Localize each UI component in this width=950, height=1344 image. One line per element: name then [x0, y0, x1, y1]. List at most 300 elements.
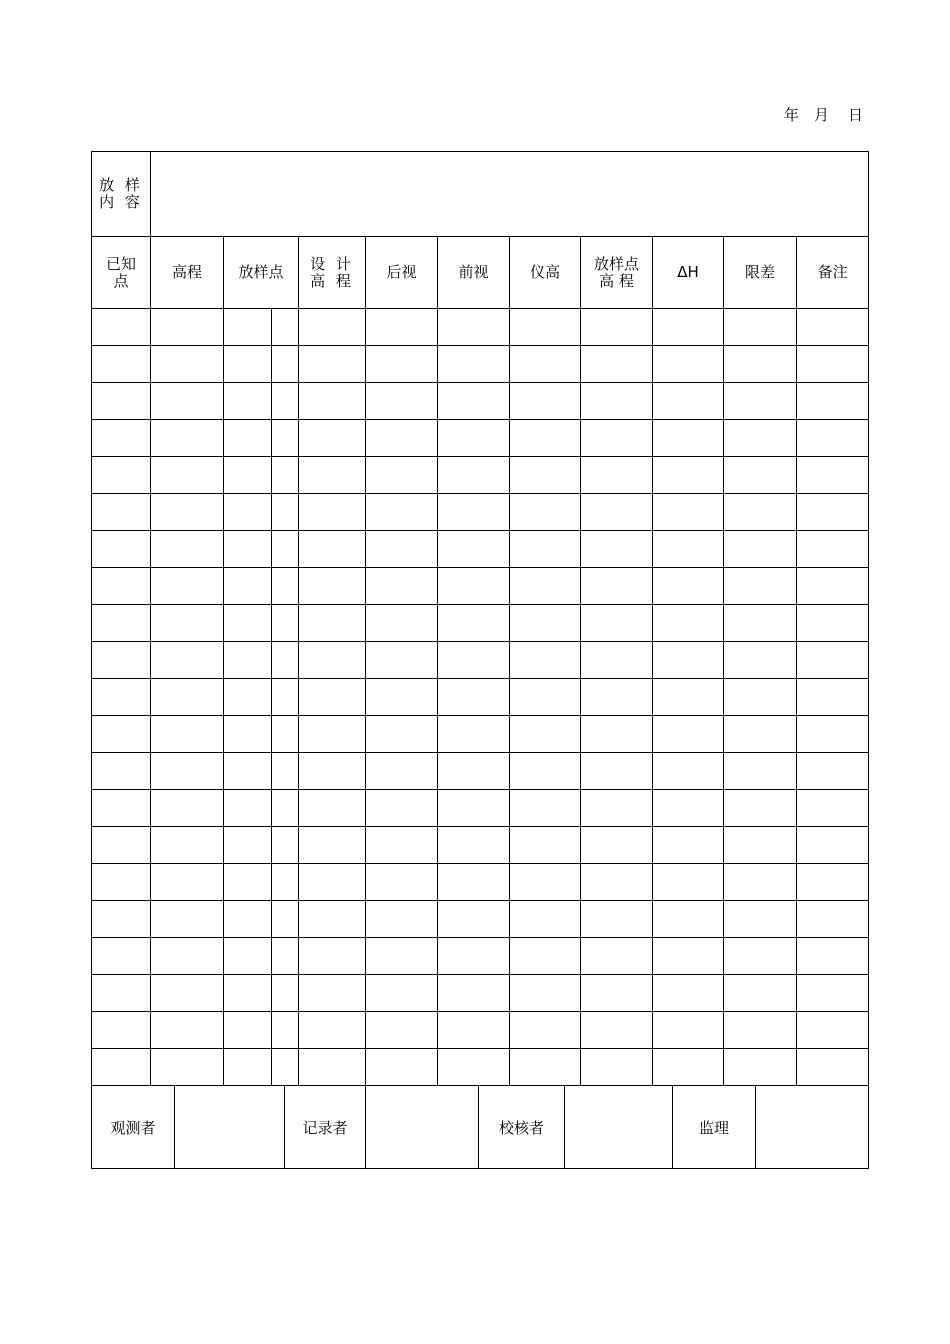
table-cell[interactable]	[224, 864, 272, 901]
header-remarks: 备注	[797, 237, 869, 309]
table-cell[interactable]	[224, 309, 272, 346]
table-cell[interactable]	[272, 531, 299, 568]
table-cell[interactable]	[366, 753, 438, 790]
table-cell[interactable]	[438, 494, 510, 531]
table-cell[interactable]	[272, 346, 299, 383]
table-cell[interactable]	[224, 679, 272, 716]
table-cell[interactable]	[224, 494, 272, 531]
table-cell[interactable]	[92, 790, 151, 827]
stakeout-record-form	[91, 151, 868, 1172]
table-cell[interactable]	[151, 531, 224, 568]
table-cell[interactable]	[438, 420, 510, 457]
header-design-elevation	[299, 237, 366, 309]
table-cell[interactable]	[581, 716, 653, 753]
table-cell[interactable]	[224, 568, 272, 605]
table-cell[interactable]	[366, 642, 438, 679]
table-cell[interactable]	[724, 420, 797, 457]
table-cell[interactable]	[299, 457, 366, 494]
table-cell[interactable]	[299, 420, 366, 457]
table-cell[interactable]	[438, 605, 510, 642]
table-row	[92, 901, 869, 938]
date-line	[784, 104, 863, 125]
table-cell[interactable]	[151, 494, 224, 531]
table-cell[interactable]	[438, 568, 510, 605]
table-cell[interactable]	[653, 753, 724, 790]
table-cell[interactable]	[653, 605, 724, 642]
table-cell[interactable]	[151, 753, 224, 790]
table-cell[interactable]	[724, 716, 797, 753]
table-cell[interactable]	[366, 420, 438, 457]
table-cell[interactable]	[366, 457, 438, 494]
observer-field[interactable]	[175, 1086, 285, 1169]
table-cell[interactable]	[797, 605, 869, 642]
table-cell[interactable]	[724, 494, 797, 531]
table-cell[interactable]	[272, 679, 299, 716]
table-cell[interactable]	[724, 975, 797, 1012]
table-cell[interactable]	[272, 309, 299, 346]
table-cell[interactable]	[653, 494, 724, 531]
table-cell[interactable]	[797, 1049, 869, 1086]
table-cell[interactable]	[797, 827, 869, 864]
table-cell[interactable]	[366, 864, 438, 901]
table-cell[interactable]	[510, 494, 581, 531]
table-cell[interactable]	[224, 790, 272, 827]
table-row	[92, 457, 869, 494]
header-tolerance: 限差	[724, 237, 797, 309]
table-cell[interactable]	[299, 679, 366, 716]
table-cell[interactable]	[581, 642, 653, 679]
table-cell[interactable]	[299, 605, 366, 642]
table-cell[interactable]	[92, 753, 151, 790]
table-cell[interactable]	[581, 753, 653, 790]
table-cell[interactable]	[299, 346, 366, 383]
supervisor-field[interactable]	[756, 1086, 869, 1169]
table-cell[interactable]	[653, 827, 724, 864]
table-cell[interactable]	[366, 383, 438, 420]
table-cell[interactable]	[510, 679, 581, 716]
table-cell[interactable]	[366, 975, 438, 1012]
table-cell[interactable]	[510, 309, 581, 346]
table-cell[interactable]	[510, 531, 581, 568]
table-cell[interactable]	[224, 420, 272, 457]
table-cell[interactable]	[724, 864, 797, 901]
table-cell[interactable]	[299, 753, 366, 790]
table-cell[interactable]	[366, 1012, 438, 1049]
table-cell[interactable]	[581, 1012, 653, 1049]
table-row	[92, 753, 869, 790]
table-cell[interactable]	[438, 383, 510, 420]
table-cell[interactable]	[151, 790, 224, 827]
table-cell[interactable]	[653, 457, 724, 494]
table-cell[interactable]	[438, 938, 510, 975]
table-cell[interactable]	[510, 901, 581, 938]
table-cell[interactable]	[92, 827, 151, 864]
table-cell[interactable]	[510, 864, 581, 901]
table-cell[interactable]	[581, 568, 653, 605]
table-cell[interactable]	[272, 494, 299, 531]
table-cell[interactable]	[366, 346, 438, 383]
table-cell[interactable]	[724, 790, 797, 827]
table-cell[interactable]	[581, 383, 653, 420]
table-cell[interactable]	[653, 790, 724, 827]
table-cell[interactable]	[438, 716, 510, 753]
table-cell[interactable]	[366, 938, 438, 975]
table-cell[interactable]	[724, 309, 797, 346]
table-cell[interactable]	[92, 346, 151, 383]
table-cell[interactable]	[92, 642, 151, 679]
table-cell[interactable]	[299, 494, 366, 531]
table-cell[interactable]	[724, 753, 797, 790]
content-value-field[interactable]	[151, 152, 869, 237]
table-cell[interactable]	[92, 1012, 151, 1049]
content-label-line2: 内 容	[99, 193, 143, 211]
table-cell[interactable]	[224, 1012, 272, 1049]
header-stakeout-point: 放样点	[224, 237, 299, 309]
table-cell[interactable]	[797, 864, 869, 901]
table-cell[interactable]	[151, 716, 224, 753]
table-cell[interactable]	[797, 420, 869, 457]
recorder-label: 记录者	[285, 1086, 366, 1169]
table-cell[interactable]	[438, 309, 510, 346]
table-cell[interactable]	[151, 383, 224, 420]
table-cell[interactable]	[438, 1049, 510, 1086]
table-cell[interactable]	[797, 938, 869, 975]
table-cell[interactable]	[724, 679, 797, 716]
table-row	[92, 975, 869, 1012]
header-stakeout-elevation	[581, 237, 653, 309]
table-cell[interactable]	[299, 938, 366, 975]
table-cell[interactable]	[724, 901, 797, 938]
table-cell[interactable]	[92, 457, 151, 494]
table-cell[interactable]	[224, 605, 272, 642]
table-cell[interactable]	[724, 383, 797, 420]
table-cell[interactable]	[581, 1049, 653, 1086]
table-cell[interactable]	[224, 827, 272, 864]
table-cell[interactable]	[272, 383, 299, 420]
table-cell[interactable]	[272, 457, 299, 494]
table-cell[interactable]	[724, 1049, 797, 1086]
table-cell[interactable]	[366, 568, 438, 605]
table-cell[interactable]	[797, 346, 869, 383]
table-cell[interactable]	[151, 827, 224, 864]
table-cell[interactable]	[272, 864, 299, 901]
table-cell[interactable]	[92, 1049, 151, 1086]
table-cell[interactable]	[92, 605, 151, 642]
table-cell[interactable]	[653, 901, 724, 938]
stakeout-table	[91, 151, 869, 1086]
header-known-point-line2: 点	[113, 271, 129, 290]
table-cell[interactable]	[151, 975, 224, 1012]
table-cell[interactable]	[438, 827, 510, 864]
header-backsight: 后视	[366, 237, 438, 309]
table-cell[interactable]	[92, 716, 151, 753]
table-cell[interactable]	[797, 901, 869, 938]
table-cell[interactable]	[724, 642, 797, 679]
table-cell[interactable]	[581, 975, 653, 1012]
table-cell[interactable]	[510, 975, 581, 1012]
table-row	[92, 679, 869, 716]
table-cell[interactable]	[510, 753, 581, 790]
table-cell[interactable]	[724, 531, 797, 568]
table-cell[interactable]	[438, 457, 510, 494]
table-cell[interactable]	[510, 420, 581, 457]
header-design-elevation-line2: 高 程	[310, 271, 354, 290]
content-label-line1: 放 样	[99, 176, 143, 194]
table-cell[interactable]	[653, 346, 724, 383]
table-cell[interactable]	[224, 901, 272, 938]
table-cell[interactable]	[92, 383, 151, 420]
content-label	[92, 152, 151, 237]
table-cell[interactable]	[92, 864, 151, 901]
table-cell[interactable]	[299, 716, 366, 753]
table-cell[interactable]	[299, 568, 366, 605]
table-cell[interactable]	[510, 383, 581, 420]
table-cell[interactable]	[438, 790, 510, 827]
table-row	[92, 1012, 869, 1049]
table-cell[interactable]	[224, 753, 272, 790]
table-cell[interactable]	[438, 864, 510, 901]
table-cell[interactable]	[366, 494, 438, 531]
table-cell[interactable]	[224, 716, 272, 753]
table-row	[92, 420, 869, 457]
table-cell[interactable]	[581, 346, 653, 383]
table-cell[interactable]	[797, 716, 869, 753]
table-cell[interactable]	[581, 420, 653, 457]
table-cell[interactable]	[366, 605, 438, 642]
table-row	[92, 568, 869, 605]
table-cell[interactable]	[724, 1012, 797, 1049]
table-cell[interactable]	[272, 938, 299, 975]
table-cell[interactable]	[653, 420, 724, 457]
table-cell[interactable]	[653, 1012, 724, 1049]
table-cell[interactable]	[272, 975, 299, 1012]
table-row	[92, 827, 869, 864]
table-cell[interactable]	[299, 864, 366, 901]
table-cell[interactable]	[724, 568, 797, 605]
table-cell[interactable]	[224, 383, 272, 420]
header-foresight: 前视	[438, 237, 510, 309]
header-known-point	[92, 237, 151, 309]
table-cell[interactable]	[366, 790, 438, 827]
table-cell[interactable]	[299, 383, 366, 420]
table-cell[interactable]	[438, 642, 510, 679]
table-cell[interactable]	[366, 827, 438, 864]
table-cell[interactable]	[797, 494, 869, 531]
table-cell[interactable]	[272, 1049, 299, 1086]
table-cell[interactable]	[92, 309, 151, 346]
table-cell[interactable]	[797, 753, 869, 790]
table-cell[interactable]	[272, 716, 299, 753]
table-cell[interactable]	[366, 679, 438, 716]
table-cell[interactable]	[151, 1012, 224, 1049]
table-cell[interactable]	[366, 531, 438, 568]
table-cell[interactable]	[151, 309, 224, 346]
table-cell[interactable]	[272, 1012, 299, 1049]
table-cell[interactable]	[92, 938, 151, 975]
table-cell[interactable]	[724, 827, 797, 864]
table-cell[interactable]	[510, 346, 581, 383]
table-row	[92, 1049, 869, 1086]
table-cell[interactable]	[272, 901, 299, 938]
table-cell[interactable]	[438, 346, 510, 383]
table-cell[interactable]	[151, 457, 224, 494]
table-cell[interactable]	[224, 938, 272, 975]
table-cell[interactable]	[581, 901, 653, 938]
recorder-field[interactable]	[366, 1086, 479, 1169]
table-cell[interactable]	[653, 568, 724, 605]
table-cell[interactable]	[224, 531, 272, 568]
table-cell[interactable]	[151, 679, 224, 716]
table-cell[interactable]	[299, 827, 366, 864]
table-cell[interactable]	[797, 642, 869, 679]
table-cell[interactable]	[581, 679, 653, 716]
table-cell[interactable]	[510, 790, 581, 827]
table-cell[interactable]	[797, 679, 869, 716]
header-known-point-line1: 已知	[105, 254, 136, 273]
table-cell[interactable]	[724, 346, 797, 383]
table-cell[interactable]	[653, 309, 724, 346]
table-cell[interactable]	[438, 679, 510, 716]
table-cell[interactable]	[581, 309, 653, 346]
observer-label: 观测者	[92, 1086, 175, 1169]
table-cell[interactable]	[510, 938, 581, 975]
table-cell[interactable]	[151, 420, 224, 457]
table-cell[interactable]	[438, 531, 510, 568]
table-cell[interactable]	[272, 568, 299, 605]
table-cell[interactable]	[272, 642, 299, 679]
table-cell[interactable]	[299, 531, 366, 568]
table-cell[interactable]	[224, 346, 272, 383]
table-cell[interactable]	[151, 642, 224, 679]
table-cell[interactable]	[272, 827, 299, 864]
table-cell[interactable]	[299, 790, 366, 827]
table-row	[92, 531, 869, 568]
table-cell[interactable]	[510, 457, 581, 494]
header-instrument-height: 仪高	[510, 237, 581, 309]
table-cell[interactable]	[653, 383, 724, 420]
table-cell[interactable]	[581, 827, 653, 864]
table-cell[interactable]	[438, 975, 510, 1012]
table-cell[interactable]	[653, 531, 724, 568]
table-cell[interactable]	[510, 1012, 581, 1049]
table-cell[interactable]	[92, 975, 151, 1012]
table-cell[interactable]	[92, 494, 151, 531]
header-row	[92, 237, 869, 309]
table-cell[interactable]	[653, 716, 724, 753]
table-cell[interactable]	[299, 642, 366, 679]
table-cell[interactable]	[366, 901, 438, 938]
table-row	[92, 383, 869, 420]
table-cell[interactable]	[510, 716, 581, 753]
table-cell[interactable]	[151, 901, 224, 938]
table-cell[interactable]	[653, 679, 724, 716]
table-cell[interactable]	[224, 1049, 272, 1086]
table-cell[interactable]	[224, 642, 272, 679]
table-cell[interactable]	[299, 309, 366, 346]
table-cell[interactable]	[653, 975, 724, 1012]
table-cell[interactable]	[151, 1049, 224, 1086]
table-cell[interactable]	[151, 864, 224, 901]
table-cell[interactable]	[797, 790, 869, 827]
table-cell[interactable]	[151, 605, 224, 642]
table-cell[interactable]	[797, 383, 869, 420]
table-cell[interactable]	[510, 827, 581, 864]
table-cell[interactable]	[92, 531, 151, 568]
header-design-elevation-line1: 设 计	[310, 254, 354, 273]
table-cell[interactable]	[92, 420, 151, 457]
table-cell[interactable]	[438, 753, 510, 790]
table-cell[interactable]	[581, 864, 653, 901]
table-cell[interactable]	[510, 642, 581, 679]
table-cell[interactable]	[299, 1049, 366, 1086]
table-cell[interactable]	[724, 457, 797, 494]
table-cell[interactable]	[724, 605, 797, 642]
table-cell[interactable]	[653, 938, 724, 975]
header-stakeout-elevation-line2: 高 程	[599, 271, 634, 290]
table-cell[interactable]	[366, 309, 438, 346]
table-cell[interactable]	[581, 938, 653, 975]
table-cell[interactable]	[92, 901, 151, 938]
header-stakeout-elevation-line1: 放样点	[593, 254, 639, 273]
table-cell[interactable]	[299, 901, 366, 938]
table-cell[interactable]	[581, 494, 653, 531]
table-cell[interactable]	[272, 605, 299, 642]
table-cell[interactable]	[299, 1012, 366, 1049]
table-cell[interactable]	[797, 531, 869, 568]
table-cell[interactable]	[581, 790, 653, 827]
table-cell[interactable]	[151, 568, 224, 605]
table-row	[92, 716, 869, 753]
table-row	[92, 605, 869, 642]
table-cell[interactable]	[510, 605, 581, 642]
table-cell[interactable]	[366, 1049, 438, 1086]
date-year: 年	[784, 106, 800, 124]
table-row	[92, 494, 869, 531]
table-cell[interactable]	[366, 716, 438, 753]
table-cell[interactable]	[724, 938, 797, 975]
table-cell[interactable]	[653, 642, 724, 679]
table-cell[interactable]	[653, 1049, 724, 1086]
table-cell[interactable]	[272, 790, 299, 827]
table-cell[interactable]	[797, 568, 869, 605]
table-cell[interactable]	[438, 1012, 510, 1049]
table-cell[interactable]	[299, 975, 366, 1012]
table-cell[interactable]	[272, 420, 299, 457]
table-cell[interactable]	[151, 938, 224, 975]
table-cell[interactable]	[224, 457, 272, 494]
table-row	[92, 309, 869, 346]
table-cell[interactable]	[797, 457, 869, 494]
table-cell[interactable]	[581, 605, 653, 642]
table-cell[interactable]	[224, 975, 272, 1012]
date-month: 月	[814, 106, 830, 124]
table-cell[interactable]	[151, 346, 224, 383]
table-row	[92, 790, 869, 827]
table-cell[interactable]	[797, 1012, 869, 1049]
table-cell[interactable]	[797, 975, 869, 1012]
table-cell[interactable]	[438, 901, 510, 938]
table-cell[interactable]	[272, 753, 299, 790]
table-cell[interactable]	[797, 309, 869, 346]
table-cell[interactable]	[92, 679, 151, 716]
table-cell[interactable]	[92, 568, 151, 605]
table-cell[interactable]	[581, 531, 653, 568]
table-cell[interactable]	[510, 568, 581, 605]
table-cell[interactable]	[581, 457, 653, 494]
table-cell[interactable]	[510, 1049, 581, 1086]
checker-field[interactable]	[565, 1086, 673, 1169]
table-cell[interactable]	[653, 864, 724, 901]
